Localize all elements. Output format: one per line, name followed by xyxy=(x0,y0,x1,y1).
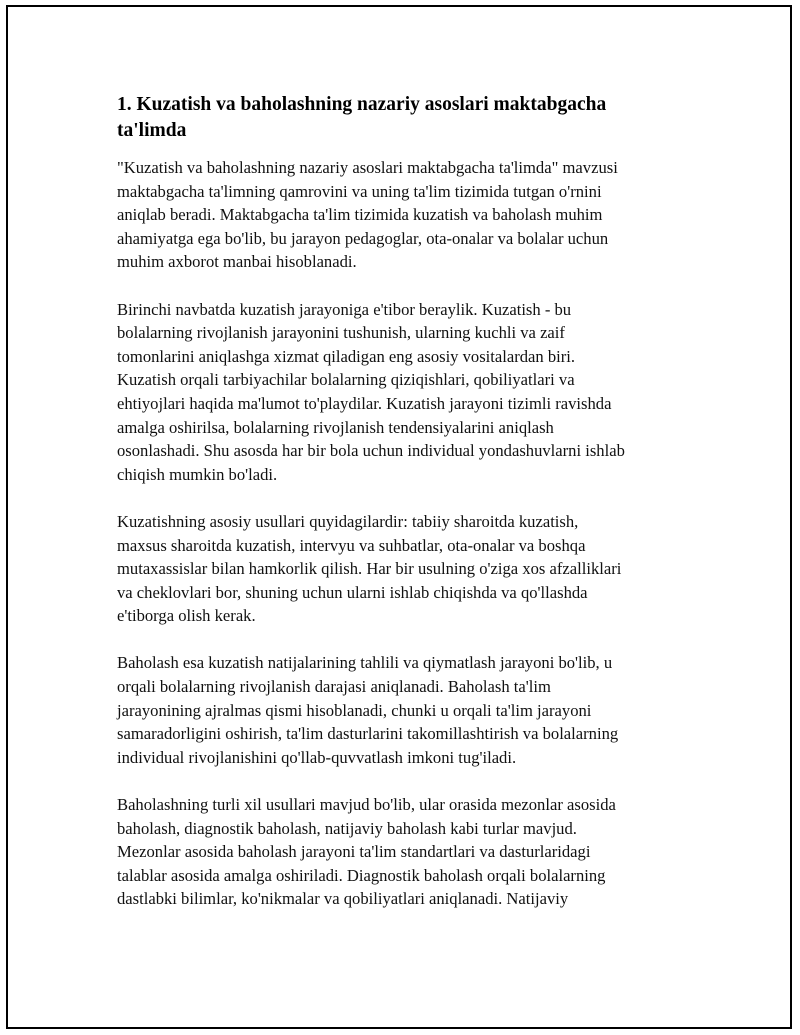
text-line: aniqlab beradi. Maktabgacha ta'lim tizimida kuzatish va baholash muhim xyxy=(117,205,603,225)
section-title xyxy=(117,92,687,144)
text-line: ahamiyatga ega bo'lib, bu jarayon pedagoglar, ota-onalar va bolalar uchun xyxy=(117,228,609,248)
text-line: samaradorligini oshirish, ta'lim dasturlarini takomillashtirish va bolalarning xyxy=(117,724,619,744)
text-line: Birinchi navbatda kuzatish jarayoniga e'tibor beraylik. Kuzatish - bu xyxy=(117,299,572,319)
title-line: ta'limda xyxy=(117,120,187,141)
text-line: Kuzatish orqali tarbiyachilar bolalarning qiziqishlari, qobiliyatlari va xyxy=(117,370,575,390)
text-line: maktabgacha ta'limning qamrovini va uning ta'lim tizimida tutgan o'rnini xyxy=(117,181,602,201)
text-line: osonlashadi. Shu asosda har bir bola uchun individual yondashuvlarni ishlab xyxy=(117,441,625,461)
text-line: bolalarning rivojlanish jarayonini tushunish, ularning kuchli va zaif xyxy=(117,323,565,343)
paragraph-5 xyxy=(117,793,687,911)
text-line: chiqish mumkin bo'ladi. xyxy=(117,464,278,484)
text-line: maxsus sharoitda kuzatish, intervyu va suhbatlar, ota-onalar va boshqa xyxy=(117,535,586,555)
text-line: e'tiborga olish kerak. xyxy=(117,606,256,626)
text-line: amalga oshirilsa, bolalarning rivojlanish tendensiyalarini aniqlash xyxy=(117,417,554,437)
text-line: tomonlarini aniqlashga xizmat qiladigan eng asosiy vositalardan biri. xyxy=(117,346,576,366)
text-line: mutaxassislar bilan hamkorlik qilish. Har bir usulning o'ziga xos afzalliklari xyxy=(117,559,622,579)
text-line: talablar asosida amalga oshiriladi. Diagnostik baholash orqali bolalarning xyxy=(117,865,606,885)
text-line: Kuzatishning asosiy usullari quyidagilardir: tabiiy sharoitda kuzatish, xyxy=(117,511,579,531)
text-line: baholash, diagnostik baholash, natijaviy baholash kabi turlar mavjud. xyxy=(117,818,577,838)
title-line: 1. Kuzatish va baholashning nazariy asoslari maktabgacha xyxy=(117,94,607,115)
paragraph-2 xyxy=(117,298,687,487)
text-line: dastlabki bilimlar, ko'nikmalar va qobiliyatlari aniqlanadi. Natijaviy xyxy=(117,889,569,909)
text-line: individual rivojlanishini qo'llab-quvvatlash imkoni tug'iladi. xyxy=(117,747,517,767)
text-line: va cheklovlari bor, shuning uchun ularni ishlab chiqishda va qo'llashda xyxy=(117,582,588,602)
text-line: "Kuzatish va baholashning nazariy asoslari maktabgacha ta'limda" mavzusi xyxy=(117,158,618,177)
text-line: orqali bolalarning rivojlanish darajasi aniqlanadi. Baholash ta'lim xyxy=(117,677,551,697)
text-line: ehtiyojlari haqida ma'lumot to'playdilar. Kuzatish jarayoni tizimli ravishda xyxy=(117,393,612,413)
text-line: Mezonlar asosida baholash jarayoni ta'lim standartlari va dasturlaridagi xyxy=(117,842,591,862)
paragraph-1 xyxy=(117,156,687,274)
text-line: muhim axborot manbai hisoblanadi. xyxy=(117,252,357,272)
paragraph-4 xyxy=(117,651,687,769)
document-body xyxy=(117,92,687,935)
text-line: Baholash esa kuzatish natijalarining tahlili va qiymatlash jarayoni bo'lib, u xyxy=(117,653,613,673)
paragraph-3 xyxy=(117,510,687,628)
text-line: jarayonining ajralmas qismi hisoblanadi, chunki u orqali ta'lim jarayoni xyxy=(117,700,592,720)
text-line: Baholashning turli xil usullari mavjud bo'lib, ular orasida mezonlar asosida xyxy=(117,795,616,815)
